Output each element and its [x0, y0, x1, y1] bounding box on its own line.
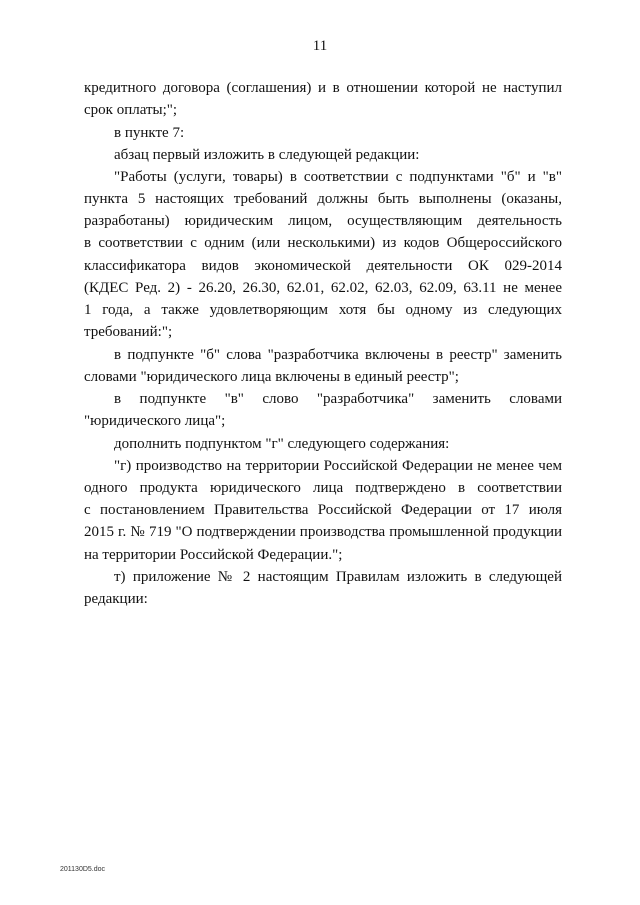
text-line: в пункте 7:: [114, 125, 185, 141]
text-line: в подпункте "б" слова "разработчика включены в реестр" заменить: [114, 347, 562, 363]
text-line: на территории Российской Федерации.";: [84, 547, 343, 563]
text-line: кредитного договора (соглашения) и в отношении которой не наступил: [84, 80, 562, 96]
text-line: (КДЕС Ред. 2) - 26.20, 26.30, 62.01, 62.02, 62.03, 62.09, 63.11 не менее: [84, 280, 562, 296]
text-line: "Работы (услуги, товары) в соответствии с подпунктами "б" и "в": [114, 169, 562, 185]
text-line: 1 года, а также удовлетворяющим хотя бы одному из следующих: [84, 302, 562, 318]
text-line: классификатора видов экономической деятельности ОК 029-2014: [84, 258, 562, 274]
text-line: словами "юридического лица включены в единый реестр";: [84, 369, 459, 385]
text-line: с постановлением Правительства Российской Федерации от 17 июля: [84, 502, 562, 518]
text-line: абзац первый изложить в следующей редакции:: [114, 147, 420, 163]
text-line: пункта 5 настоящих требований должны быть выполнены (оказаны,: [84, 191, 562, 207]
text-line: 2015 г. № 719 "О подтверждении производства промышленной продукции: [84, 524, 562, 540]
file-name-footer: 201130D5.doc: [60, 866, 106, 873]
text-line: редакции:: [84, 591, 148, 607]
text-line: в соответствии с одним (или несколькими) из кодов Общероссийского: [84, 235, 562, 251]
text-line: "г) производство на территории Российской Федерации не менее чем: [114, 458, 562, 474]
text-line: требований:";: [84, 324, 173, 340]
text-line: одного продукта юридического лица подтверждено в соответствии: [84, 480, 562, 496]
text-line: "юридического лица";: [84, 413, 226, 429]
text-line: срок оплаты;";: [84, 102, 178, 118]
text-line: в подпункте "в" слово "разработчика" заменить словами: [114, 391, 562, 407]
page-number: 11: [312, 38, 328, 54]
text-line: дополнить подпунктом "г" следующего содержания:: [114, 436, 450, 452]
text-line: т) приложение № 2 настоящим Правилам изложить в следующей: [114, 569, 562, 585]
text-line: разработаны) юридическим лицом, осуществляющим деятельность: [84, 213, 562, 229]
